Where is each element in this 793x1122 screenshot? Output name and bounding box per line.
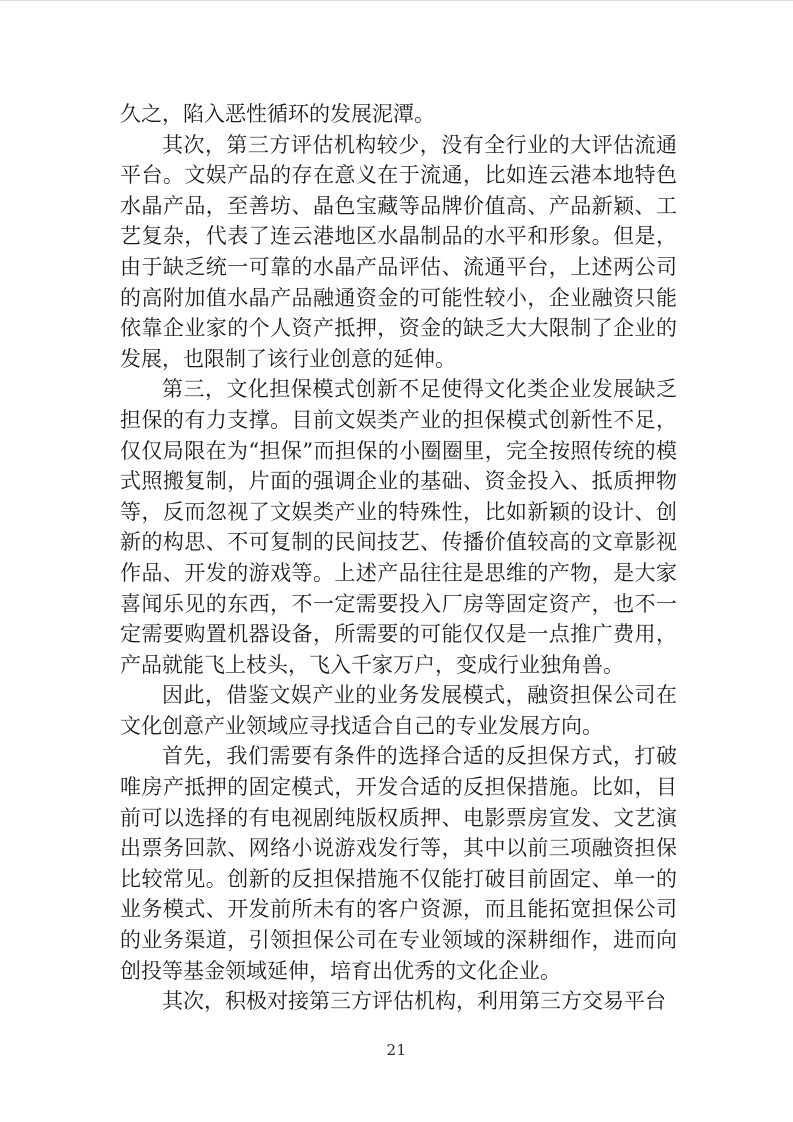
page-number: 21 (386, 1041, 407, 1059)
paragraph-conclusion-lead: 因此，借鉴文娱产业的业务发展模式，融资担保公司在文化创意产业领域应寻找适合自己的专业发展方向。 (120, 683, 677, 738)
paragraph-second-point: 其次，第三方评估机构较少，没有全行业的大评估流通平台。文娱产品的存在意义在于流通，比如连云港本地特色水晶产品，至善坊、晶色宝藏等品牌价值高、产品新颖、工艺复杂，代表了连云港地区水晶制品的水平和形象。但是，由于缺乏统一可靠的水晶产品评估、流通平台，上述两公司的高附加值水晶产品融通资金的可能性较小，企业融资只能依靠企业家的个人资产抵押，资金的缺乏大大限制了企业的发展，也限制了该行业创意的延伸。 (120, 132, 677, 371)
paragraph-first-measure: 首先，我们需要有条件的选择合适的反担保方式，打破唯房产抵押的固定模式，开发合适的反担保措施。比如，目前可以选择的有电视剧纯版权质押、电影票房宣发、文艺演出票务回款、网络小说游戏发行等，其中以前三项融资担保比较常见。创新的反担保措施不仅能打破目前固定、单一的业务模式、开发前所未有的客户资源，而且能拓宽担保公司的业务渠道，引领担保公司在专业领域的深耕细作，进而向创投等基金领域延伸，培育出优秀的文化企业。 (120, 744, 677, 983)
paragraph-second-measure: 其次，积极对接第三方评估机构，利用第三方交易平台 (162, 989, 666, 1014)
paragraph-continuation: 久之，陷入恶性循环的发展泥潭。 (120, 102, 435, 126)
paragraph-third-point: 第三，文化担保模式创新不足使得文化类企业发展缺乏担保的有力支撑。目前文娱类产业的担保模式创新性不足，仅仅局限在为“担保”而担保的小圈圈里，完全按照传统的模式照搬复制，片面的强调企业的基础、资金投入、抵质押物等，反而忽视了文娱类产业的特殊性，比如新颖的设计、创新的构思、不可复制的民间技艺、传播价值较高的文章影视作品、开发的游戏等。上述产品往往是思维的产物，是大家喜闻乐见的东西，不一定需要投入厂房等固定资产，也不一定需要购置机器设备，所需要的可能仅仅是一点推广费用，产品就能飞上枝头，飞入千家万户，变成行业独角兽。 (120, 377, 677, 677)
body-text (120, 99, 677, 1017)
